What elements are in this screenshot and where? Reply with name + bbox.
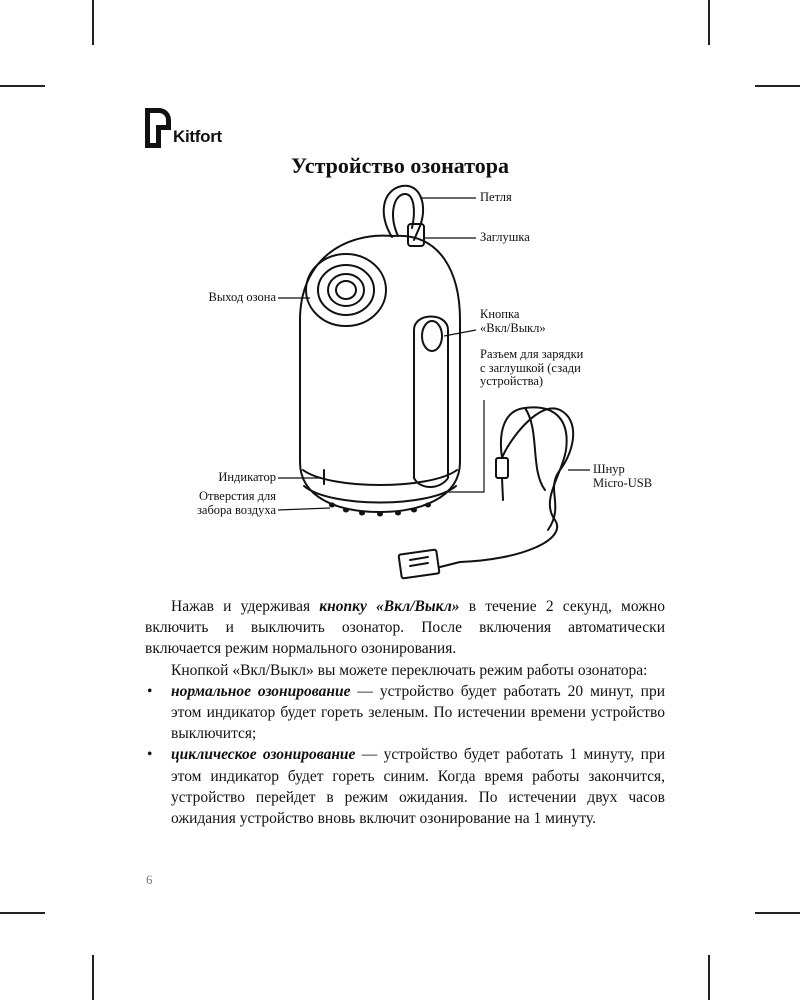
label-charging-connector: Разъем для зарядки с заглушкой (сзади устройства)	[480, 347, 584, 388]
label-ozone-out: Выход озона	[208, 290, 276, 304]
page-title: Устройство озонатора	[291, 153, 509, 178]
label-indicator: Индикатор	[218, 470, 276, 484]
page-number: 6	[146, 872, 153, 887]
vent-holes	[329, 503, 431, 517]
label-usb-cord: Шнур Micro-USB	[593, 462, 653, 490]
label-plug: Заглушка	[480, 230, 530, 244]
brand-name: Kitfort	[173, 127, 222, 146]
label-loop: Петля	[480, 190, 512, 204]
body-text	[145, 596, 665, 829]
label-power-button: Кнопка «Вкл/Выкл»	[480, 307, 546, 335]
paragraph-power: Нажав и удерживая кнопку «Вкл/Выкл» в течение 2 секунд, можно включить и выключить озонатор. После включения автоматически включается режим нормального озонирования.	[145, 598, 665, 658]
power-button-shape	[422, 321, 442, 351]
list-item: • нормальное озонирование — устройство будет работать 20 минут, при этом индикатор будет гореть зеленым. По истечении времени устройство выключится;	[147, 682, 666, 743]
label-air-intake: Отверстия для забора воздуха	[196, 489, 276, 517]
side-panel	[414, 317, 448, 488]
usb-cable	[399, 407, 574, 578]
list-item: • циклическое озонирование — устройство будет работать 1 минуту, при этом индикатор будет гореть синим. Когда время работы закончится, устройство перейдет в режим ожидания. По истечении двух часов ожидания устройство вновь включит озонирование на 1 минуту.	[147, 746, 666, 828]
paragraph-modes: Кнопкой «Вкл/Выкл» вы можете переключать режим работы озонатора:	[171, 661, 648, 679]
